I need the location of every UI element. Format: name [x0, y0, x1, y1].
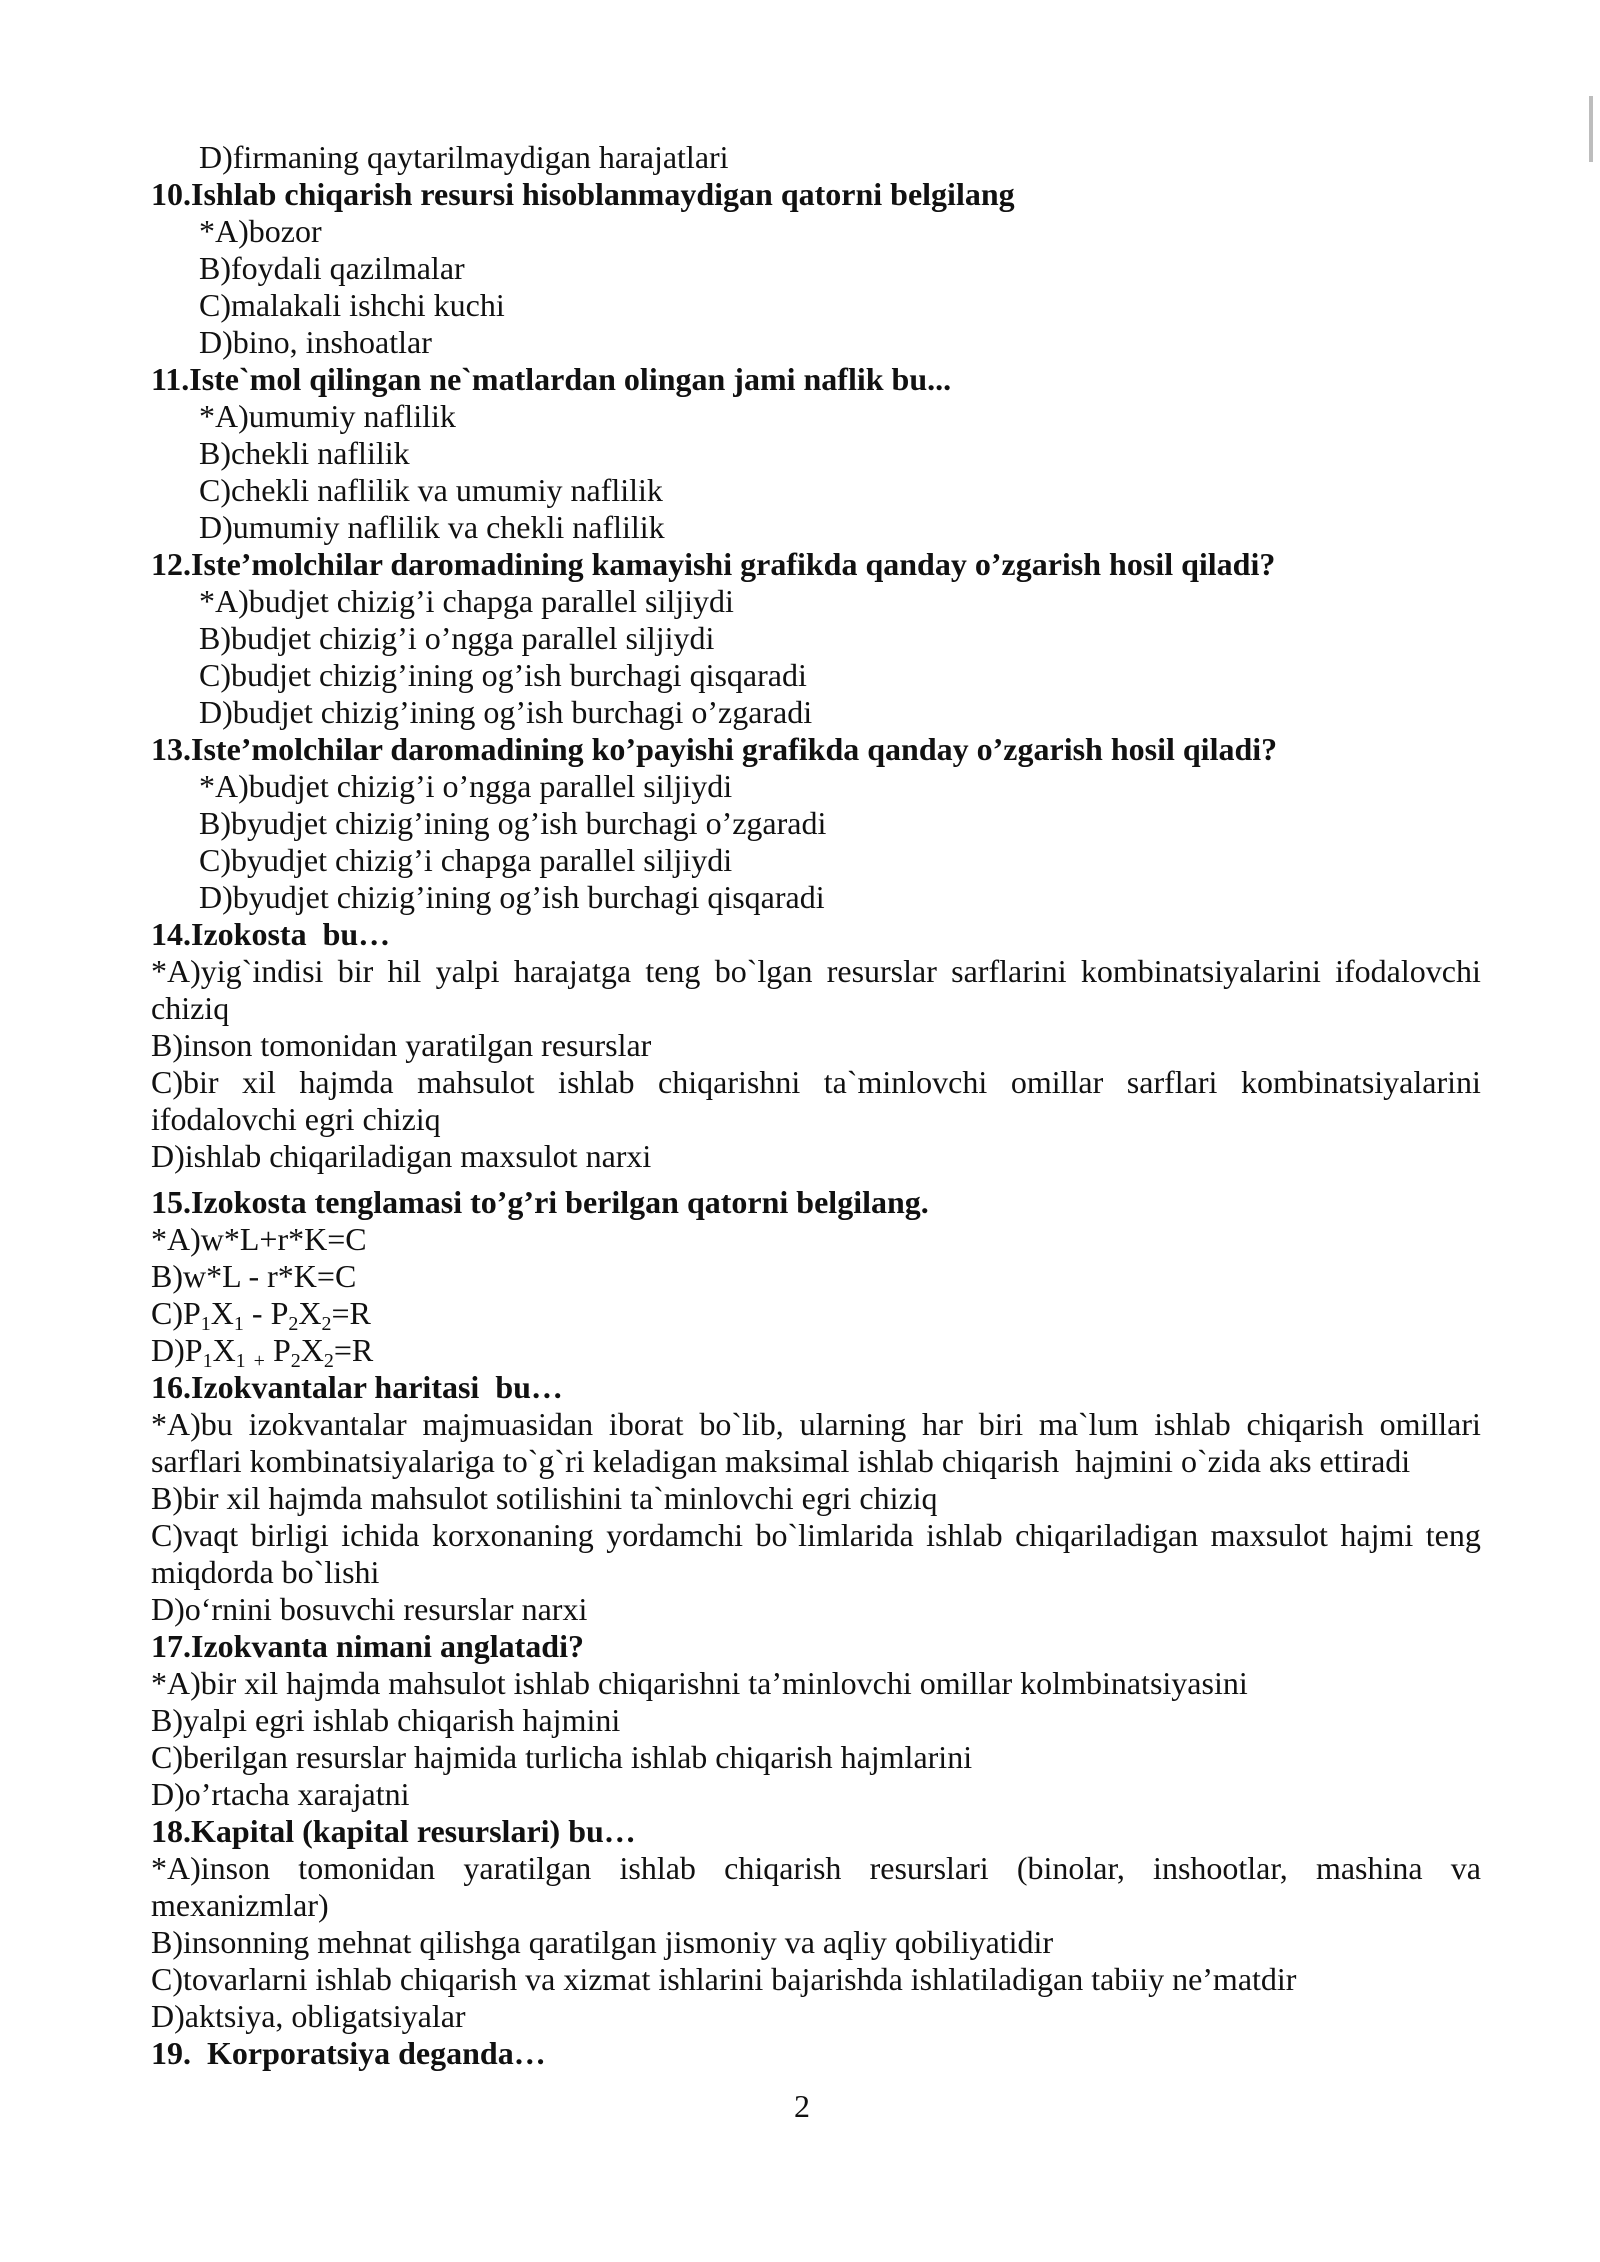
formula-text: X	[298, 1295, 322, 1331]
question-14-option-a	[151, 953, 1481, 1027]
option-line: *A)bu izokvantalar majmuasidan iborat bo`lib, ularning har biri ma`lum ishlab chiqarish omillari	[151, 1406, 1481, 1442]
question-10-title: 10.Ishlab chiqarish resursi hisoblanmaydigan qatorni belgilang	[151, 176, 1015, 212]
formula-subscript: 2	[321, 1313, 332, 1335]
question-15-option-a: *A)w*L+r*K=C	[151, 1221, 367, 1257]
question-11-option-b: B)chekli naflilik	[199, 435, 410, 471]
option-line: *A)yig`indisi bir hil yalpi harajatga teng bo`lgan resurslar sarflarini kombinatsiyalarini ifodalovchi	[151, 953, 1481, 989]
formula-subscript: 2	[290, 1350, 301, 1372]
question-12-option-d: D)budjet chizig’ining og’ish burchagi o’zgaradi	[199, 694, 813, 730]
question-18-option-a	[151, 1850, 1481, 1924]
formula-text: P	[264, 1332, 291, 1368]
question-16-option-b: B)bir xil hajmda mahsulot sotilishini ta`minlovchi egri chiziq	[151, 1480, 938, 1516]
formula-subscript: 1	[235, 1350, 246, 1372]
option-line: *A)inson tomonidan yaratilgan ishlab chiqarish resurslari (binolar, inshootlar, mashina va	[151, 1850, 1481, 1886]
question-19-title: 19. Korporatsiya deganda…	[151, 2035, 546, 2071]
formula-subscript: 2	[288, 1313, 299, 1335]
option-line: C)bir xil hajmda mahsulot ishlab chiqarishni ta`minlovchi omillar sarflari kombinatsiyalarini	[151, 1064, 1481, 1100]
question-13-option-c: C)byudjet chizig’i chapga parallel siljiydi	[199, 842, 733, 878]
option-line: sarflari kombinatsiyalariga to`g`ri keladigan maksimal ishlab chiqarish hajmini o`zida aks ettiradi	[151, 1443, 1411, 1479]
question-10-option-a: *A)bozor	[199, 213, 322, 249]
question-11-option-a: *A)umumiy naflilik	[199, 398, 456, 434]
question-16-title: 16.Izokvantalar haritasi bu…	[151, 1369, 563, 1405]
formula-text: X	[300, 1332, 324, 1368]
question-16-option-c	[151, 1517, 1481, 1591]
question-15-option-b: B)w*L - r*K=C	[151, 1258, 357, 1294]
formula-text: X	[210, 1295, 234, 1331]
formula-subscript: +	[253, 1350, 265, 1372]
formula-text: - P	[243, 1295, 289, 1331]
option-line: chiziq	[151, 990, 230, 1026]
formula-subscript: 2	[323, 1350, 334, 1372]
formula-subscript: 1	[233, 1313, 244, 1335]
question-16-option-a	[151, 1406, 1481, 1480]
question-10-option-d: D)bino, inshoatlar	[199, 324, 432, 360]
question-11-title: 11.Iste`mol qilingan ne`matlardan olingan jami naflik bu...	[151, 361, 952, 397]
question-list	[151, 139, 1481, 2072]
question-14-option-b: B)inson tomonidan yaratilgan resurslar	[151, 1027, 652, 1063]
formula-text: =R	[333, 1332, 374, 1368]
question-17-option-d: D)o’rtacha xarajatni	[151, 1776, 410, 1812]
question-15-title: 15.Izokosta tenglamasi to’g’ri berilgan qatorni belgilang.	[151, 1184, 929, 1220]
question-15-option-c	[151, 1295, 1481, 1335]
question-12-option-a: *A)budjet chizig’i chapga parallel siljiydi	[199, 583, 734, 619]
question-13-option-d: D)byudjet chizig’ining og’ish burchagi qisqaradi	[199, 879, 825, 915]
question-17-option-b: B)yalpi egri ishlab chiqarish hajmini	[151, 1702, 621, 1738]
formula-text: =R	[331, 1295, 371, 1331]
question-17-option-a: *A)bir xil hajmda mahsulot ishlab chiqarishni ta’minlovchi omillar kolmbinatsiyasini	[151, 1665, 1248, 1701]
formula-subscript: 1	[200, 1313, 211, 1335]
option-line: miqdorda bo`lishi	[151, 1554, 380, 1590]
question-12-title: 12.Iste’molchilar daromadining kamayishi grafikda qanday o’zgarish hosil qiladi?	[151, 546, 1276, 582]
formula-text: X	[212, 1332, 236, 1368]
question-10-option-c: C)malakali ishchi kuchi	[199, 287, 505, 323]
question-12-option-b: B)budjet chizig’i o’ngga parallel siljiydi	[199, 620, 715, 656]
question-13-option-a: *A)budjet chizig’i o’ngga parallel siljiydi	[199, 768, 733, 804]
scan-edge-mark	[1589, 96, 1593, 162]
question-14-option-c	[151, 1064, 1481, 1138]
formula-text	[246, 1332, 254, 1368]
question-18-option-c: C)tovarlarni ishlab chiqarish va xizmat ishlarini bajarishda ishlatiladigan tabiiy ne’matdir	[151, 1961, 1297, 1997]
question-18-option-b: B)insonning mehnat qilishga qaratilgan jismoniy va aqliy qobiliyatidir	[151, 1924, 1054, 1960]
question-18-title: 18.Kapital (kapital resurslari) bu…	[151, 1813, 636, 1849]
question-13-option-b: B)byudjet chizig’ining og’ish burchagi o’zgaradi	[199, 805, 827, 841]
question-18-option-d: D)aktsiya, obligatsiyalar	[151, 1998, 466, 2034]
question-16-option-d: D)o‘rnini bosuvchi resurslar narxi	[151, 1591, 588, 1627]
question-17-option-c: C)berilgan resurslar hajmida turlicha ishlab chiqarish hajmlarini	[151, 1739, 973, 1775]
question-11-option-d: D)umumiy naflilik va chekli naflilik	[199, 509, 665, 545]
formula-text: D)P	[151, 1332, 203, 1368]
option-line: mexanizmlar)	[151, 1887, 329, 1923]
question-17-title: 17.Izokvanta nimani anglatadi?	[151, 1628, 584, 1664]
formula-subscript: 1	[202, 1350, 213, 1372]
question-13-title: 13.Iste’molchilar daromadining ko’payishi grafikda qanday o’zgarish hosil qiladi?	[151, 731, 1278, 767]
question-15-option-d	[151, 1332, 1481, 1372]
question-14-title: 14.Izokosta bu…	[151, 916, 391, 952]
formula-text: C)P	[151, 1295, 201, 1331]
option-line: ifodalovchi egri chiziq	[151, 1101, 441, 1137]
question-10-option-b: B)foydali qazilmalar	[199, 250, 465, 286]
page-number: 2	[794, 2088, 810, 2124]
question-11-option-c: C)chekli naflilik va umumiy naflilik	[199, 472, 663, 508]
question-12-option-c: C)budjet chizig’ining og’ish burchagi qisqaradi	[199, 657, 807, 693]
continuation-option-d: D)firmaning qaytarilmaydigan harajatlari	[199, 139, 729, 175]
option-line: C)vaqt birligi ichida korxonaning yordamchi bo`limlarida ishlab chiqariladigan maxsulot hajmi teng	[151, 1517, 1481, 1553]
question-14-option-d: D)ishlab chiqariladigan maxsulot narxi	[151, 1138, 652, 1174]
